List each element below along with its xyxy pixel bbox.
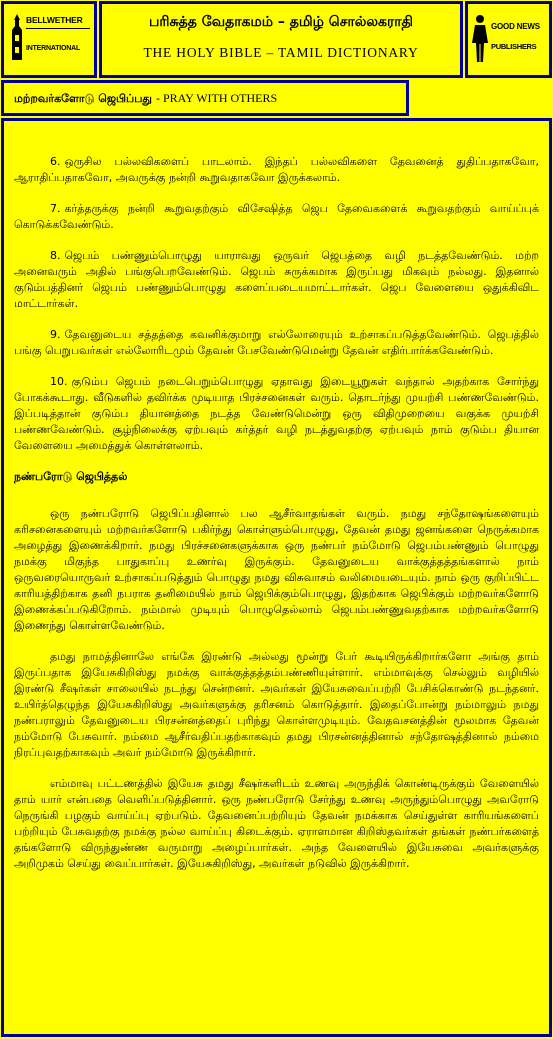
paragraph: ஒரு நண்பரோடு ஜெபிப்பதினால் பல ஆசீர்வாதங்கள் வரும். நமது சந்தோஷங்களையும் கரிசனைகளையும் மற்றவர்களோடு பகிர்ந்து கொள்ளும்பொழுது, தேவன் தமது ஜனங்களை நெருக்கமாக அழைத்து இணைக்கிறார். நமது பிரச்சனைகளுக்காக ஒரு நண்பர் நம்மோடு ஜெபம்பண்ணும் பொழுது நமக்கு மிகுந்த பாதுகாப்பு உணர்வு இருக்கும். தேவனுடைய வாக்குத்தத்தங்களால் நாம் ஒருவரையொருவர் உற்சாகப்படுத்தும் பொழுது நமது விசுவாசம் வலிமையடையும். நாம் ஒரு குறிப்பிட்ட காரியத்திற்காக தனி நபராக தனிமையில் நாம் ஜெபிக்கும்பொழுது, இதற்காக ஜெபிக்கும் மற்றவர்களோடு இணைக்கப்படுகிறோம். நம்மால் முடியும் பொழுதெல்லாம் ஜெபம்பண்ணுவதற்காக மற்றவர்களோடு இணைந்து கொள்ளவேண்டும். <box>14 507 539 632</box>
bellwether-logo-name: BELLWETHER <box>26 15 83 25</box>
numbered-point <box>14 201 539 233</box>
main-content-box <box>1 118 552 1037</box>
good-news-logo-subtitle: PUBLISHERS <box>491 42 537 51</box>
page-title-english: THE HOLY BIBLE – TAMIL DICTIONARY <box>143 45 419 60</box>
point-number: 6. <box>50 155 61 168</box>
paragraph: தமது நாமத்தினாலே எங்கே இரண்டு அல்லது மூன்று பேர் கூடியிருக்கிறார்களோ அங்கு தாம் இருப்பதாக இயேசுகிறிஸ்து நமக்கு வாக்குத்தத்தம்பண்ணியுள்ளார். எம்மாவுக்கு செல்லும் வழியில் இரண்டு சீஷர்கள் சாலையில் நடந்து சென்றனர். அவர்கள் இயேசுவைப்பற்றி பேசிக்கொண்டு நடந்தனர். உயிர்த்தெழுந்த இயேசுகிறிஸ்து அவர்களுக்கு தரிசனம் கொடுத்தார். இதைப்போன்று நம்மாலும் நமது நண்பராலும் தேவனுடைய பிரசன்னத்தைப் புரிந்து கொள்ளமுடியும். வேதவசனத்தின் மூலமாக தேவன் நம்மோடு பேசுவார். நம்மை ஆசீர்வதிப்பதற்காகவும் தமது பிரசன்னத்தினால் சந்தோஷத்தினால் நம்மை நிரப்புவதற்காகவும் அவர் நம்மோடு இருக்கிறார். <box>14 650 539 759</box>
article-body <box>4 121 549 1034</box>
point-text: கர்த்தருக்கு நன்றி கூறுவதற்கும் விசேஷித்த ஜெப தேவைகளைக் கூறுவதற்கும் வாய்ப்புக் கொடுக்கவேண்டும். <box>14 202 539 231</box>
point-text: ஜெபம் பண்ணும்பொழுது யாராவது ஒருவர் ஜெபத்தை வழி நடத்தவேண்டும். மற்ற அனைவரும் அதில் பங்குபெறவேண்டும். ஜெபம் சுருக்கமாக இருப்பது மிகவும் நல்லது. இதனால் குடும்பத்தினர் ஜெபம் பண்ணும்பொழுது களைப்படையமாட்டார்கள். ஜெப வேளையை ஒதுக்கிவிட மாட்டார்கள். <box>14 249 539 310</box>
section-title <box>14 83 277 113</box>
point-number: 7. <box>50 202 61 215</box>
page-title-tamil: பரிசுத்த வேதாகமம் – தமிழ் சொல்லகராதி <box>149 14 413 30</box>
good-news-logo-box <box>465 1 552 78</box>
logo-divider <box>26 28 90 29</box>
point-number: 8. <box>50 249 61 262</box>
bellwether-logo-box <box>1 1 97 78</box>
section-title-english: - PRAY WITH OTHERS <box>155 91 278 105</box>
numbered-point <box>14 248 539 312</box>
section-title-box <box>1 80 409 116</box>
header-title-box <box>99 1 463 78</box>
numbered-point <box>14 327 539 359</box>
subheading: நண்பரோடு ஜெபித்தல் <box>14 470 128 483</box>
numbered-point <box>14 154 539 186</box>
point-text: ஒருசில பல்லவிகளைப் பாடலாம். இந்தப் பல்லவிகளை தேவனைத் துதிப்பதாகவோ, ஆராதிப்பதாகவோ, அவருக்கு நன்றி கூறுவதாகவோ இருக்கலாம். <box>14 155 539 184</box>
good-news-logo-icon <box>471 14 489 68</box>
point-number: 9. <box>50 328 61 341</box>
bellwether-logo-icon <box>10 14 24 66</box>
paragraph: எம்மாவு பட்டணத்தில் இயேசு தமது சீஷர்களிடம் உணவு அருந்திக் கொண்டிருக்கும் வேளையில் தாம் யார் என்பதை வெளிப்படுத்தினார். ஒரு நண்பரோடு சேர்ந்து உணவு அருந்தும்பொழுது அவரோடு நெருங்கி பழகும் வாய்ப்பு ஏற்படும். தேவனைப்பற்றியும் தேவன் நமக்காக செய்துள்ள காரியங்களைப் பற்றியும் பேசுவதற்கு நமக்கு நல்ல வாய்ப்பு கிடைக்கும். ஏராளமான கிறிஸ்தவர்கள் தங்கள் நண்பர்களைத் தங்களோடு விருந்துண்ண வருமாறு அழைப்பார்கள். அந்த வேளையில் இயேசுவை அவர்களுக்கு அறிமுகம் செய்து வைப்பார்கள். இயேசுகிறிஸ்து, அவர்கள் நடுவில் இருக்கிறார். <box>14 777 539 870</box>
point-text: குடும்ப ஜெபம் நடைபெறும்பொழுது ஏதாவது இடையூறுகள் வந்தால் அதற்காக சோர்ந்து போகக்கூடாது. வீடுகளில் தவிர்க்க முடியாத பிரச்சனைகள் வரும். தொடர்ந்து முயற்சி பண்ணவேண்டும். இப்படித்தான் குடும்ப தியானத்தை நடத்த வேண்டுமென்று ஒரு விதிமுறையை வகுக்க முயற்சி பண்ணவேண்டும். சூழ்நிலைக்கு ஏற்பவும் கர்த்தர் வழி நடத்துவதற்கு ஏற்பவும் நாம் குடும்ப தியான வேளையை அமைத்துக் கொள்ளலாம். <box>14 375 539 452</box>
good-news-logo-name: GOOD NEWS <box>491 22 540 31</box>
numbered-point <box>14 374 539 454</box>
bellwether-logo-subtitle: INTERNATIONAL <box>26 45 81 52</box>
point-text: தேவனுடைய சத்தத்தை கவனிக்குமாறு எல்லோரையும் உற்சாகப்படுத்தவேண்டும். ஜெபத்தில் பங்கு பெறுபவர்கள் எல்லோரிடமும் தேவன் பேசவேண்டுமென்று தேவன் எதிர்பார்க்கவேண்டும். <box>14 328 539 357</box>
point-number: 10. <box>50 375 68 388</box>
section-title-tamil: மற்றவர்களோடு ஜெபிப்பது <box>14 92 152 105</box>
